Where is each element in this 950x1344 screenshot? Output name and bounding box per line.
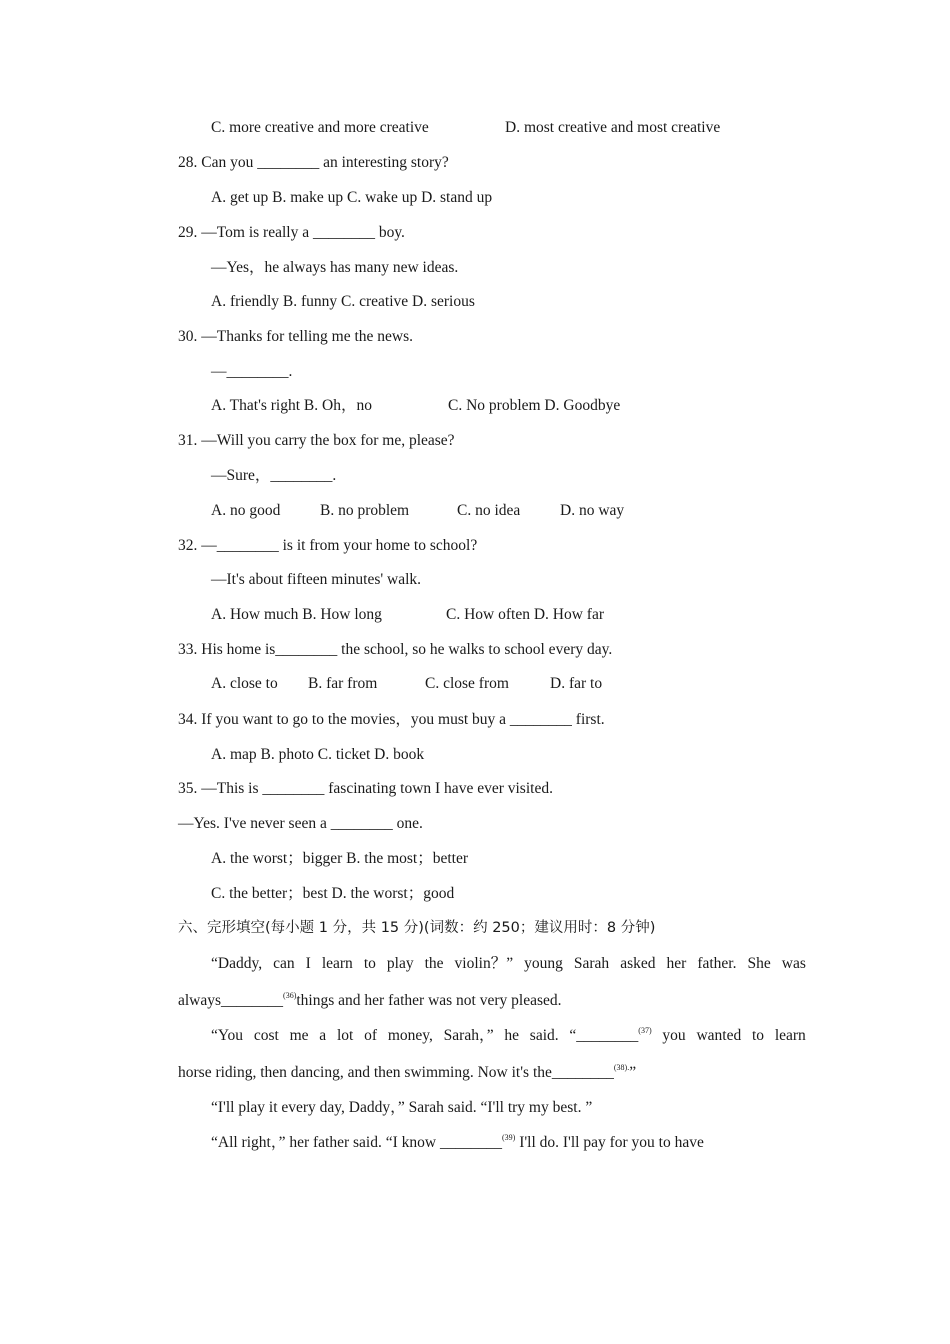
q34-stem: 34. If you want to go to the movies，you must buy a ________ first.	[178, 711, 605, 728]
passage-word: “________$^{(37)}$	[569, 1026, 652, 1044]
passage-word: of	[364, 1027, 378, 1044]
passage-word: learn	[774, 1027, 806, 1044]
passage-word: money,	[387, 1027, 433, 1044]
passage-word: said.	[529, 1027, 559, 1044]
q30-options-cd: C. No problem D. Goodbye	[448, 397, 621, 414]
passage-text: “All right，” her father said. “I know ________	[211, 1134, 502, 1151]
passage-paragraph-4	[211, 1133, 704, 1153]
passage-word: can	[273, 955, 295, 972]
q31-stem: 31. —Will you carry the box for me, please?	[178, 432, 455, 449]
q33-option-d: D. far to	[550, 675, 603, 692]
q31-reply: —Sure，________.	[211, 467, 337, 484]
passage-word: her	[666, 955, 687, 972]
blank-number-36: (36)	[283, 991, 297, 1000]
passage-word: me	[289, 1027, 309, 1044]
q35-options-cd: C. the better；best D. the worst；good	[211, 885, 455, 902]
section-heading: 六、完形填空(每小题 1 分，共 15 分)(词数：约 250；建议用时：8 分钟)	[178, 920, 656, 936]
q34-options: A. map B. photo C. ticket D. book	[211, 746, 425, 763]
passage-word: “Daddy,	[211, 955, 263, 972]
passage-word: violin？”	[454, 955, 514, 972]
passage-text: things and her father was not very pleased.	[296, 992, 562, 1009]
passage-word: cost	[253, 1027, 279, 1044]
passage-word: asked	[620, 955, 656, 972]
q33-stem: 33. His home is________ the school, so he walks to school every day.	[178, 641, 613, 658]
q31-option-b: B. no problem	[320, 502, 410, 519]
passage-word: play	[386, 955, 414, 972]
q33-option-c: C. close from	[425, 675, 509, 692]
passage-text: horse riding, then dancing, and then swimming. Now it's the________	[178, 1064, 614, 1081]
q32-options-cd: C. How often D. How far	[446, 606, 604, 623]
passage-word: father.	[697, 955, 737, 972]
q31-option-c: C. no idea	[457, 502, 521, 519]
blank-number-37: (37)	[638, 1026, 652, 1035]
q27-option-c: C. more creative and more creative	[211, 119, 429, 136]
q30-stem: 30. —Thanks for telling me the news.	[178, 328, 414, 345]
q27-option-d: D. most creative and most creative	[505, 119, 721, 136]
passage-paragraph-2-line-1	[211, 1026, 806, 1046]
q35-stem: 35. —This is ________ fascinating town I have ever visited.	[178, 780, 553, 797]
q29-reply: —Yes，he always has many new ideas.	[211, 259, 459, 276]
blank-number-38: (38).	[613, 1063, 630, 1072]
q28-options: A. get up B. make up C. wake up D. stand up	[211, 189, 493, 206]
q30-options-ab: A. That's right B. Oh，no	[211, 397, 372, 414]
q31-option-a: A. no good	[211, 502, 281, 519]
passage-text: I'll do. I'll pay for you to have	[515, 1134, 704, 1151]
passage-word: “You	[211, 1027, 244, 1044]
passage-word: Sarah，”	[443, 1027, 494, 1044]
passage-word: to	[363, 955, 376, 972]
passage-word: I	[305, 955, 311, 972]
passage-word: was	[781, 955, 806, 972]
passage-text: always________	[178, 992, 284, 1009]
q31-option-d: D. no way	[560, 502, 625, 519]
passage-paragraph-2-line-2	[178, 1063, 636, 1083]
passage-word: he	[504, 1027, 519, 1044]
passage-word: to	[751, 1027, 765, 1044]
passage-paragraph-1-line-1	[211, 954, 806, 974]
q35-reply: —Yes. I've never seen a ________ one.	[178, 815, 423, 832]
q32-reply: —It's about fifteen minutes' walk.	[211, 571, 422, 588]
passage-paragraph-3: “I'll play it every day, Daddy，” Sarah said. “I'll try my best. ”	[211, 1099, 593, 1116]
q29-options: A. friendly B. funny C. creative D. serious	[211, 293, 475, 310]
passage-word: learn	[321, 955, 353, 972]
q29-stem: 29. —Tom is really a ________ boy.	[178, 224, 405, 241]
passage-word: Sarah	[573, 955, 610, 972]
passage-word: wanted	[696, 1027, 742, 1044]
q30-reply: —________.	[211, 363, 293, 380]
q33-option-b: B. far from	[308, 675, 378, 692]
q32-options-ab: A. How much B. How long	[211, 606, 382, 623]
passage-paragraph-1-line-2	[178, 991, 562, 1011]
q35-options-ab: A. the worst；bigger B. the most；better	[211, 850, 468, 867]
passage-word: the	[424, 955, 444, 972]
blank-number-39: (39)	[501, 1133, 516, 1142]
q28-stem: 28. Can you ________ an interesting story?	[178, 154, 449, 171]
q33-option-a: A. close to	[211, 675, 278, 692]
q32-stem: 32. —________ is it from your home to school?	[178, 537, 478, 554]
passage-word: you	[662, 1027, 686, 1044]
passage-text: ”	[629, 1064, 637, 1081]
passage-word: young	[524, 955, 563, 972]
passage-word: She	[747, 955, 771, 972]
passage-word: lot	[336, 1027, 354, 1044]
passage-word: a	[319, 1027, 327, 1044]
